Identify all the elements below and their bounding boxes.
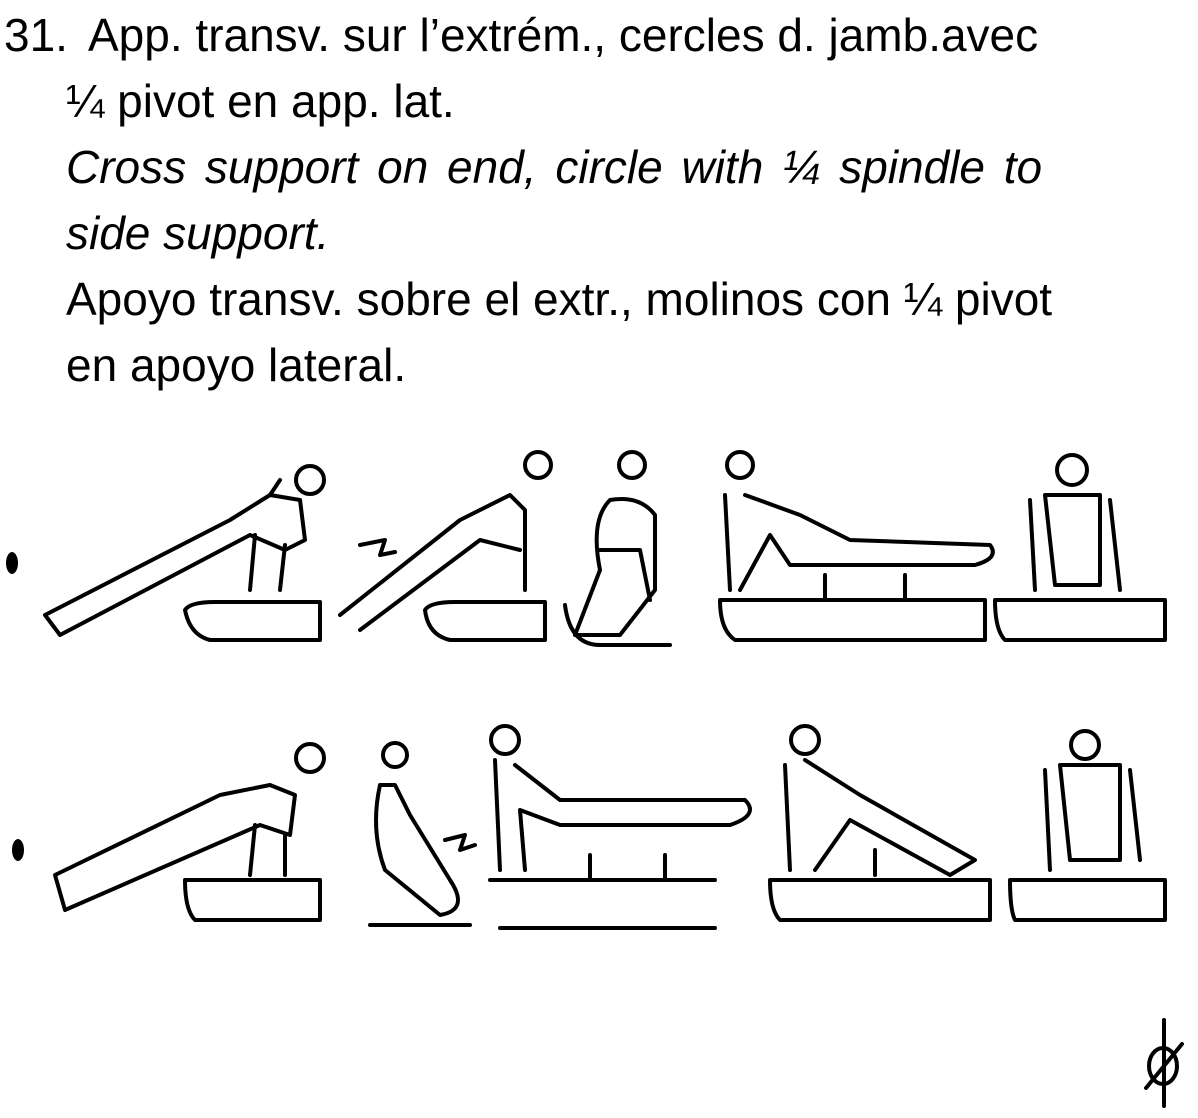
spanish-text-line-2: en apoyo lateral. (66, 339, 407, 391)
element-number: 31. (4, 9, 68, 61)
rotation-arrow-icon (360, 540, 395, 555)
sequence-row-1 (6, 452, 1165, 645)
figure-frame-3 (565, 452, 670, 645)
illustration-panel (0, 440, 1198, 960)
figure-frame-8 (490, 726, 750, 928)
spanish-text-line-1: Apoyo transv. sobre el extr., molinos con ¼ pivot (66, 273, 1053, 325)
figure-frame-5 (995, 455, 1165, 640)
start-dot-icon (6, 552, 18, 574)
figure-frame-6 (55, 744, 324, 920)
rotation-arrow-icon (445, 835, 475, 850)
figure-frame-9 (770, 726, 990, 920)
english-text-line-2: side support. (66, 207, 330, 259)
figure-frame-1 (45, 466, 324, 640)
start-dot-icon (12, 839, 24, 861)
end-mark-icon (1138, 1016, 1188, 1112)
figure-frame-4 (720, 452, 993, 640)
figure-frame-10 (1010, 731, 1165, 920)
figure-frame-2 (340, 452, 551, 640)
french-text-line-1: App. transv. sur l’extrém., cercles d. jamb.avec (88, 9, 1039, 61)
sequence-row-2 (12, 726, 1165, 928)
french-text-line-2: ¼ pivot en app. lat. (66, 75, 455, 127)
figure-frame-7 (370, 743, 475, 925)
english-text-line-1: Cross support on end, circle with ¼ spindle to (66, 141, 1043, 193)
